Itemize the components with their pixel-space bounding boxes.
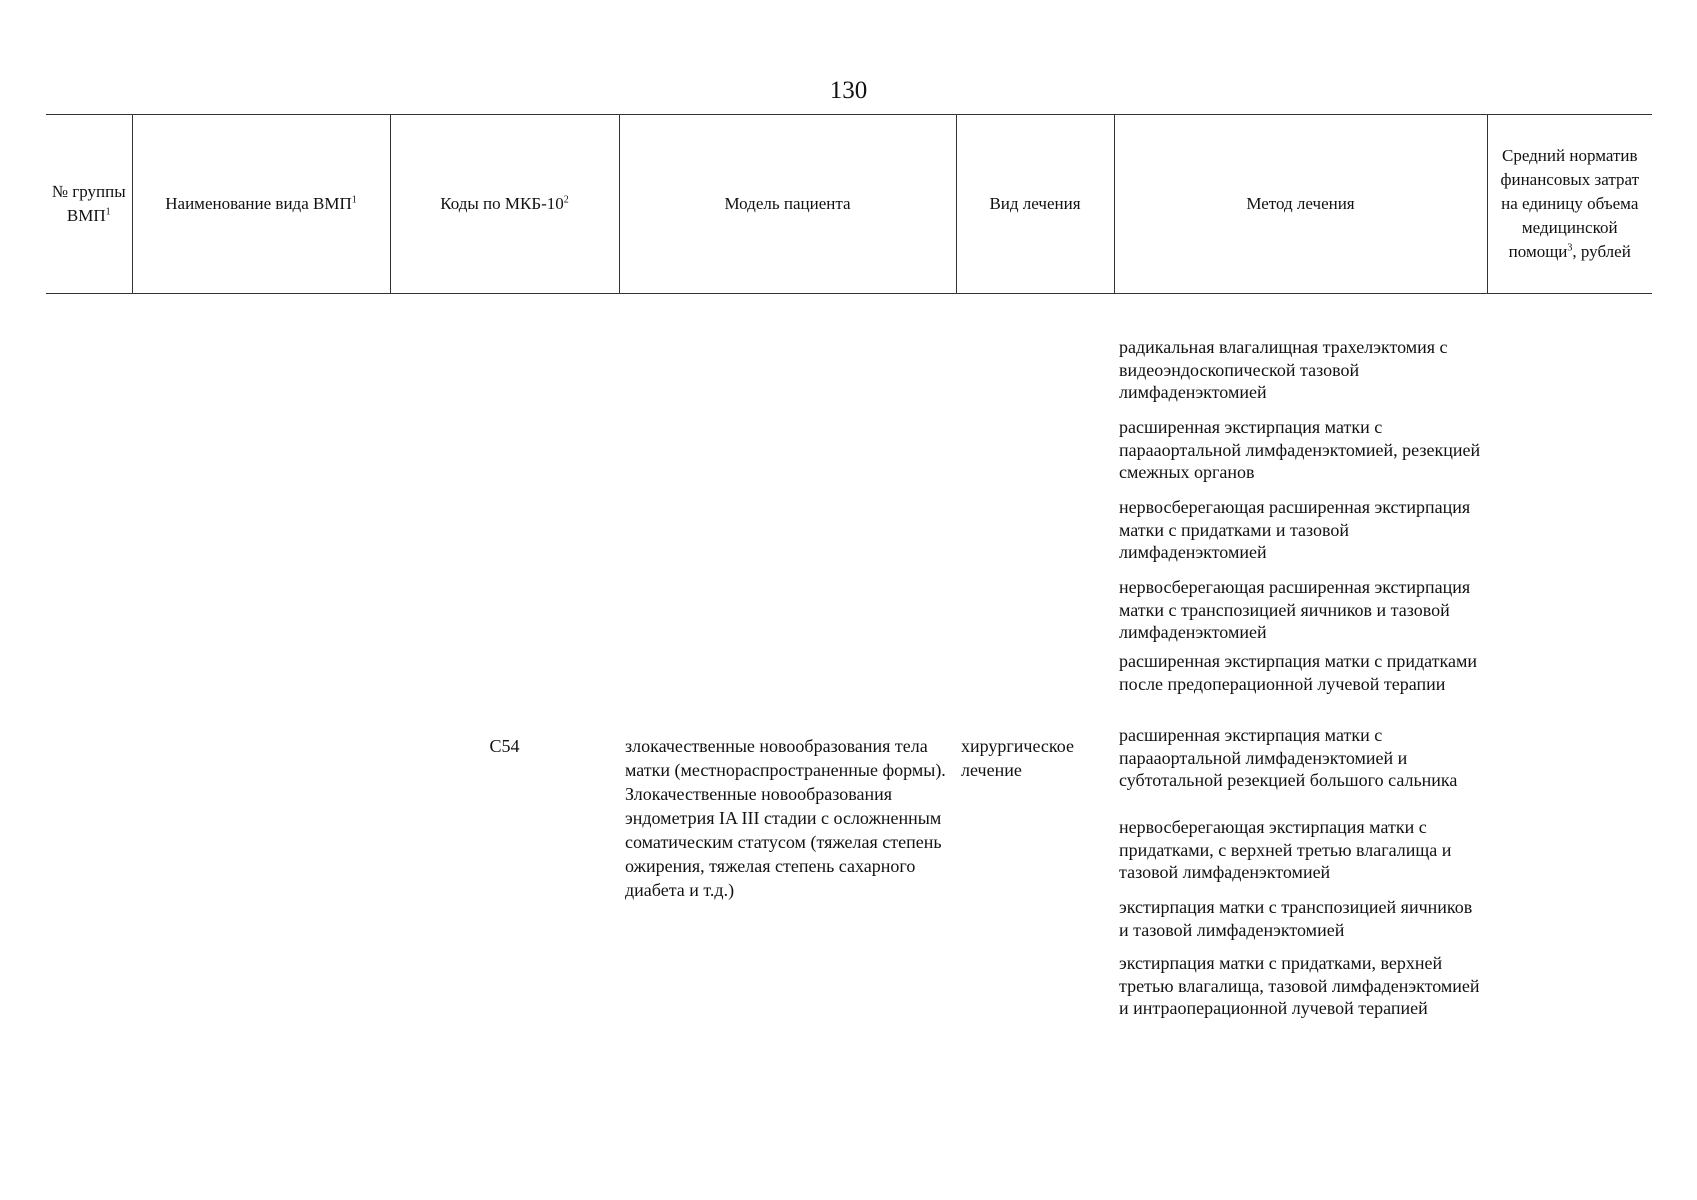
cell-vmp-name	[132, 294, 390, 1055]
vmp-table	[46, 114, 1652, 1054]
header-treatment-type: Вид лечения	[956, 115, 1114, 294]
cell-treatment-method	[1114, 294, 1487, 1055]
cell-cost	[1487, 294, 1652, 1055]
cell-icd-code	[390, 294, 619, 1055]
header-treatment-method: Метод лечения	[1114, 115, 1487, 294]
patient-model-text: злокачественные новообразования тела матки (местнораспространенные формы). Злокачественные новообразования эндометрия IA III стадии с осложненным соматическим статусом (тяжелая степень ожирения, тяжелая степень сахарного диабета и т.д.)	[625, 736, 946, 900]
list-item: расширенная экстирпация матки с парааортальной лимфаденэктомией, резекцией смежных органов	[1119, 417, 1481, 482]
header-vmp-name: Наименование вида ВМП$^1$	[132, 115, 390, 294]
list-item: нервосберегающая расширенная экстирпация матки с транспозицией яичников и тазовой лимфаденэктомией	[1119, 577, 1471, 642]
list-item: экстирпация матки с придатками, верхней третью влагалища, тазовой лимфаденэктомией и интраоперационной лучевой терапией	[1119, 953, 1480, 1018]
cell-patient-model	[619, 294, 956, 1055]
header-cost: Средний норматив финансовых затрат на единицу объема медицинской помощи$^3$, рублей	[1487, 115, 1652, 294]
cell-treatment-type	[956, 294, 1114, 1055]
list-item: нервосберегающая расширенная экстирпация матки с придатками и тазовой лимфаденэктомией	[1119, 497, 1471, 562]
list-item: нервосберегающая экстирпация матки с придатками, с верхней третью влагалища и тазовой лимфаденэктомией	[1119, 817, 1452, 882]
header-icd-codes: Коды по МКБ-$10^2$	[390, 115, 619, 294]
page-number: 130	[829, 77, 868, 104]
icd-code: C54	[489, 736, 520, 756]
table-row	[46, 294, 1652, 1055]
table-header-row	[46, 115, 1652, 294]
list-item: расширенная экстирпация матки с парааортальной лимфаденэктомией и субтотальной резекцией большого сальника	[1119, 725, 1458, 790]
header-group-no: № группы ВМП$^1$	[46, 115, 132, 294]
cell-group-no	[46, 294, 132, 1055]
header-patient-model: Модель пациента	[619, 115, 956, 294]
list-item: расширенная экстирпация матки с придатками после предоперационной лучевой терапии	[1119, 651, 1477, 694]
treatment-type-text: хирургическое лечение	[961, 736, 1074, 780]
treatment-method-list	[1119, 336, 1481, 1020]
list-item: радикальная влагалищная трахелэктомия с видеоэндоскопической тазовой лимфаденэктомией	[1119, 337, 1448, 402]
list-item: экстирпация матки с транспозицией яичников и тазовой лимфаденэктомией	[1119, 897, 1473, 940]
